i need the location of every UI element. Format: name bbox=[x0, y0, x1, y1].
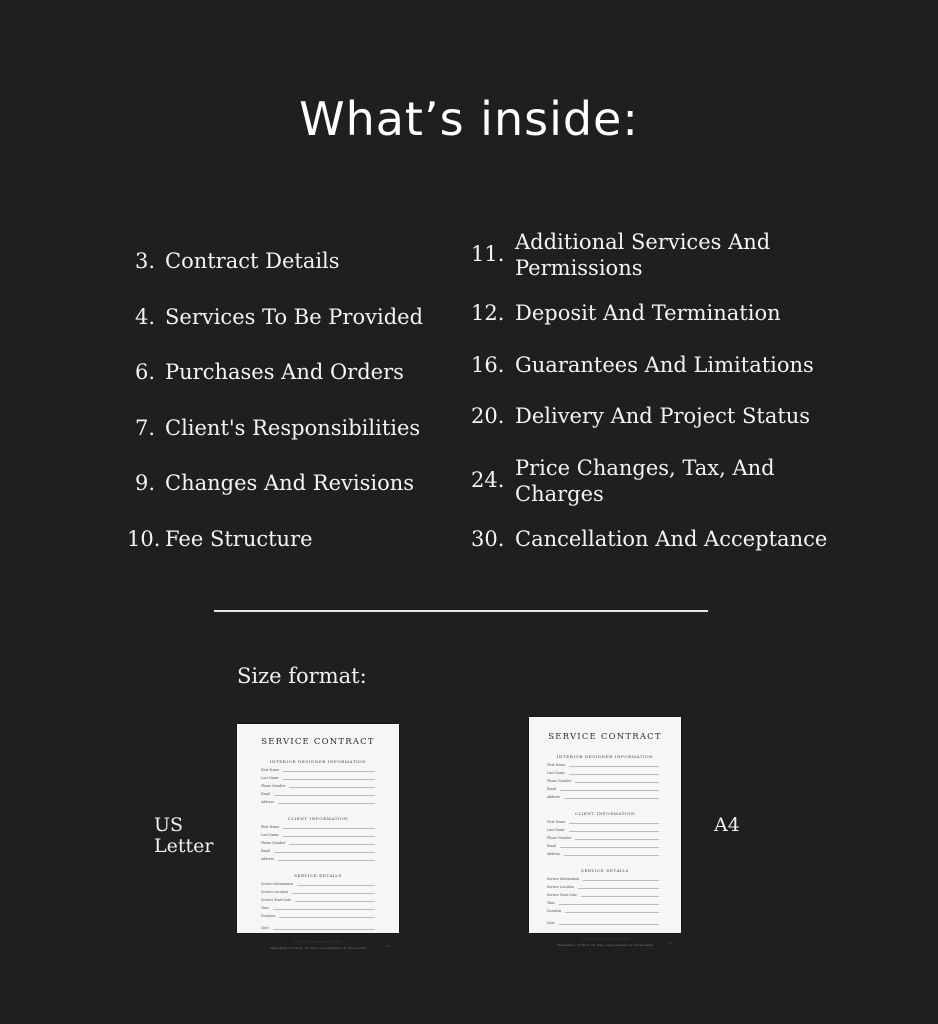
us-letter-document-preview bbox=[237, 724, 399, 950]
form-field bbox=[261, 840, 375, 845]
field-label: Service Location bbox=[547, 885, 575, 889]
form-field bbox=[547, 884, 659, 889]
item-number: 6. bbox=[134, 360, 155, 384]
item-number: 7. bbox=[134, 416, 155, 440]
us-letter-label-line1: US bbox=[154, 814, 184, 836]
document-footer bbox=[237, 944, 399, 950]
form-field bbox=[547, 762, 659, 767]
page-title: What’s inside: bbox=[299, 92, 639, 146]
a4-label: A4 bbox=[714, 814, 740, 836]
form-field bbox=[547, 770, 659, 775]
field-label: Address bbox=[261, 800, 275, 804]
form-field bbox=[547, 827, 659, 832]
form-field bbox=[547, 786, 659, 791]
field-label: Last Name bbox=[261, 776, 279, 780]
page-number: 3 bbox=[387, 944, 389, 948]
field-label: Date bbox=[261, 926, 269, 930]
a4-document-preview bbox=[529, 717, 681, 947]
field-label: First Name bbox=[261, 768, 280, 772]
form-field bbox=[261, 791, 375, 796]
us-letter-label-line2: Letter bbox=[154, 835, 214, 857]
field-label: Service Start Date bbox=[261, 898, 291, 902]
form-field bbox=[261, 905, 375, 910]
section-heading: INTERIOR DESIGNER INFORMATION bbox=[269, 759, 367, 764]
item-number: 30. bbox=[471, 527, 505, 551]
list-item bbox=[471, 455, 871, 507]
footer-text: Email address | 123 Street, City, State | www.yourwebsite.com | Phone number bbox=[269, 947, 367, 950]
item-label-continued: Charges bbox=[515, 482, 604, 506]
form-field bbox=[261, 848, 375, 853]
item-number: 10. bbox=[127, 527, 161, 551]
list-item bbox=[471, 229, 871, 281]
item-number: 11. bbox=[471, 242, 505, 266]
field-label: Last Name bbox=[547, 828, 565, 832]
us-letter-label bbox=[154, 815, 213, 857]
item-number: 24. bbox=[471, 468, 505, 492]
section-heading: CLIENT INFORMATION bbox=[574, 811, 636, 816]
field-label: Email bbox=[547, 787, 557, 791]
document-title: SERVICE CONTRACT bbox=[548, 732, 662, 742]
field-label: Address bbox=[547, 795, 561, 799]
field-label: Time bbox=[261, 906, 270, 910]
field-label: Service Start Date bbox=[547, 893, 577, 897]
item-label: Fee Structure bbox=[165, 527, 313, 551]
field-label: Duration bbox=[261, 914, 276, 918]
field-label: First Name bbox=[261, 825, 280, 829]
item-label: Cancellation And Acceptance bbox=[515, 527, 828, 551]
field-label: Service Information bbox=[261, 882, 294, 886]
form-field bbox=[547, 819, 659, 824]
section-heading: SERVICE DETAILS bbox=[294, 873, 342, 878]
size-format-label: Size format: bbox=[237, 664, 367, 688]
form-field bbox=[547, 835, 659, 840]
item-label: Purchases And Orders bbox=[165, 360, 404, 384]
form-field bbox=[261, 799, 375, 804]
form-field bbox=[261, 925, 375, 930]
field-label: Time bbox=[547, 901, 556, 905]
field-label: Duration bbox=[547, 909, 562, 913]
form-field bbox=[261, 889, 375, 894]
field-label: Phone Number bbox=[261, 784, 286, 788]
item-label: Guarantees And Limitations bbox=[515, 353, 814, 377]
item-label: Services To Be Provided bbox=[165, 305, 424, 329]
form-field bbox=[261, 856, 375, 861]
company-name: YOUR COMPANY NAME bbox=[580, 937, 630, 941]
field-label: Date bbox=[547, 921, 555, 925]
form-field bbox=[261, 767, 375, 772]
item-label: Additional Services And bbox=[515, 230, 771, 254]
document-footer bbox=[529, 941, 681, 947]
item-label: Contract Details bbox=[165, 249, 340, 273]
form-field bbox=[547, 778, 659, 783]
form-field bbox=[547, 900, 659, 905]
field-label: Address bbox=[261, 857, 275, 861]
item-label-continued: Permissions bbox=[515, 256, 643, 280]
field-label: First Name bbox=[547, 763, 566, 767]
form-field bbox=[547, 794, 659, 799]
field-label: Address bbox=[547, 852, 561, 856]
form-field bbox=[261, 783, 375, 788]
document-title: SERVICE CONTRACT bbox=[261, 737, 375, 747]
field-label: Last Name bbox=[261, 833, 279, 837]
form-field bbox=[261, 832, 375, 837]
item-label: Price Changes, Tax, And bbox=[515, 456, 775, 480]
item-label: Deposit And Termination bbox=[515, 301, 781, 325]
field-label: Phone Number bbox=[261, 841, 286, 845]
field-label: Email bbox=[261, 849, 271, 853]
item-number: 12. bbox=[471, 301, 505, 325]
field-label: Phone Number bbox=[547, 836, 572, 840]
item-label: Changes And Revisions bbox=[165, 471, 415, 495]
form-field bbox=[547, 908, 659, 913]
field-label: Email bbox=[547, 844, 557, 848]
form-field bbox=[261, 881, 375, 886]
field-label: Email bbox=[261, 792, 271, 796]
form-field bbox=[261, 775, 375, 780]
form-field bbox=[261, 824, 375, 829]
item-number: 9. bbox=[134, 471, 155, 495]
divider bbox=[214, 610, 708, 612]
field-label: Service Information bbox=[547, 877, 580, 881]
section-heading: SERVICE DETAILS bbox=[581, 868, 629, 873]
item-label: Delivery And Project Status bbox=[515, 404, 811, 428]
section-heading: INTERIOR DESIGNER INFORMATION bbox=[556, 754, 654, 759]
company-name: YOUR COMPANY NAME bbox=[293, 940, 343, 944]
page-number: 3 bbox=[669, 941, 671, 945]
form-field bbox=[547, 843, 659, 848]
form-field bbox=[547, 920, 659, 925]
field-label: Service Location bbox=[261, 890, 289, 894]
field-label: Last Name bbox=[547, 771, 565, 775]
form-field bbox=[547, 876, 659, 881]
item-number: 4. bbox=[134, 305, 155, 329]
form-field bbox=[261, 897, 375, 902]
form-field bbox=[261, 913, 375, 918]
item-label: Client's Responsibilities bbox=[165, 416, 421, 440]
form-field bbox=[547, 892, 659, 897]
item-number: 20. bbox=[471, 404, 505, 428]
field-label: Phone Number bbox=[547, 779, 572, 783]
field-label: First Name bbox=[547, 820, 566, 824]
section-heading: CLIENT INFORMATION bbox=[287, 816, 349, 821]
footer-text: Email address | 123 Street, City, State | www.yourwebsite.com | Phone number bbox=[556, 944, 654, 947]
item-number: 16. bbox=[471, 353, 505, 377]
form-field bbox=[547, 851, 659, 856]
item-number: 3. bbox=[134, 249, 155, 273]
